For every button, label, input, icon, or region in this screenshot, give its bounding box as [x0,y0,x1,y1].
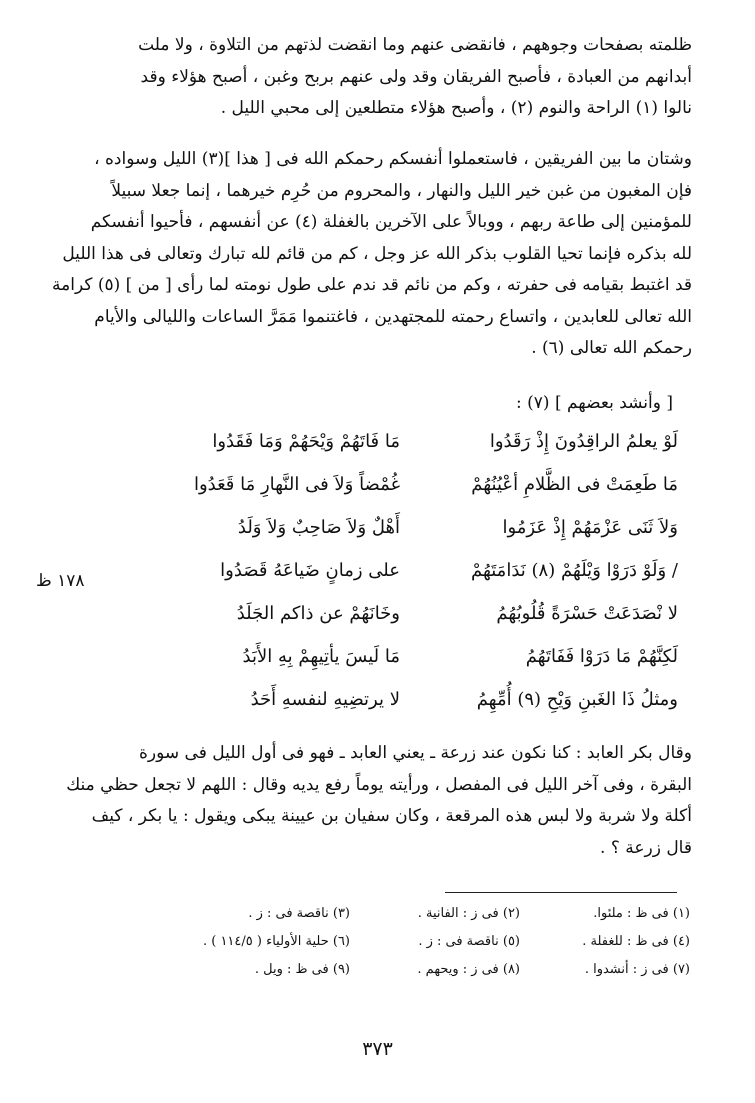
verse-second-hemistich: أَهْلٌ وَلاَ صَاحِبٌ وَلاَ وَلَدُ [237,517,400,538]
paragraph-3 [66,738,692,864]
text-line: أكلة ولا شربة ولا لبس هذه المرقعة ، وكان سفيان بن عيينة يبكى ويقول : يا بكر ، كيف [91,806,692,826]
text-line: وقال بكر العابد : كنا نكون عند زرعة ـ يعني العابد ـ فهو فى أول الليل فى سورة [139,743,692,763]
text-line: قال زرعة ؟ . [600,837,692,858]
text-line: لله بذكره فإنما تحيا القلوب بذكر الله عز وجل ، كم من قائم لله تبارك وتعالى فى هذا الليل [62,243,692,264]
poem [100,420,700,721]
footnote: (٧) فى ز : أنشدوا . [584,962,690,977]
text-line: ظلمته بصفحات وجوههم ، فانقضى عنهم وما انقضت لذتهم من التلاوة ، ولا ملت [138,35,692,55]
poem-verse [100,678,700,721]
verse-first-hemistich: / وَلَوْ دَرَوْا وَيْلَهُمْ (٨) نَدَامَتَهُمْ [470,560,678,581]
text-line: قد اغتبط بقيامه فى حفرته ، وكم من نائم قد ندم على طول نومته لما رأى [ من ] (٥) كرامة [52,275,692,295]
text-line: نالوا (١) الراحة والنوم (٢) ، وأصبح هؤلاء متطلعين إلى محبي الليل . [220,98,692,118]
footnote: (٨) فى ز : ويحهم . [417,962,520,977]
poem-verse [100,549,700,592]
footnote-divider [445,892,677,893]
verse-first-hemistich: ومثلُ ذَا الغَبنِ وَيْحِ (٩) أُمِّهِمُ [476,689,678,710]
text-line: وشتان ما بين الفريقين ، فاستعملوا أنفسكم رحمكم الله فى [ هذا ](٣) الليل وسواده ، [94,149,692,169]
footnote: (٥) ناقصة فى : ز . [418,934,520,949]
footnote: (١) فى ظ : ملئوا. [593,906,690,921]
poem-verse [100,420,700,463]
footnote: (٤) فى ظ : للغفلة . [582,934,690,949]
manuscript-folio-marker: ١٧٨ ظ [36,571,85,591]
verse-first-hemistich: لا نْصَدَعَتْ حَسْرَةً قُلُوبُهُمُ [496,603,678,624]
footnotes [130,900,690,984]
text-line: للمؤمنين إلى طاعة ربهم ، ووبالاً على الآخرين بالغفلة (٤) عن أنفسهم ، فأحيوا أنفسكم [90,212,692,232]
verse-second-hemistich: غُمْضاً وَلاَ فى النَّهارِ مَا قَعَدُوا [193,474,400,495]
verse-second-hemistich: لا يرتضِيهِ لنفسهِ أَحَدُ [250,689,400,710]
footnote-row [130,956,690,984]
footnote: (٩) فى ظ : ويل . [254,962,350,977]
poem-heading: [ وأنشد بعضهم ] (٧) : [516,393,673,413]
verse-first-hemistich: مَا طَعِمَتْ فى الظَّلامِ أعْيُنُهُمْ [471,474,678,495]
footnote: (٦) حلية الأولياء ( ١١٤/٥ ) . [202,934,350,949]
text-line: أبدانهم من العبادة ، فأصبح الفريقان وقد ولى عنهم بربح وغبن ، أصبح هؤلاء وقد [140,66,692,87]
footnote-row [130,900,690,928]
verse-second-hemistich: على زمانٍ ضَياعَهُ قَصَدُوا [220,560,400,581]
page-number: ٣٧٣ [362,1038,393,1060]
verse-second-hemistich: مَا لَيسَ يأتِيهِمْ بِهِ الأَبَدُ [242,646,400,667]
poem-verse [100,463,700,506]
paragraph-1 [76,30,692,125]
verse-first-hemistich: لَكِنَّهُمْ مَا دَرَوْا فَفَاتَهُمُ [525,646,678,667]
text-line: رحمكم الله تعالى (٦) . [531,338,692,358]
paragraph-2 [52,144,692,365]
text-line: فإن المغبون من غبن خير الليل والنهار ، والمحروم من حُرِم خيرهما ، إنما جعلا سبيلاً [111,180,692,201]
text-line: البقرة ، وفى آخر الليل فى المفصل ، ورأيته يوماً رفع يديه وقال : اللهم لا تجعل حظي منك [66,774,692,795]
poem-verse [100,506,700,549]
text-line: الله تعالى للعابدين ، واتساع رحمته للمجتهدين ، فاغتنموا مَمَرَّ الساعات والليالى والأيام [94,306,692,327]
footnote-row [130,928,690,956]
verse-first-hemistich: وَلاَ ثَنَى عَزْمَهُمْ إِذْ عَزَمُوا [502,517,678,538]
poem-verse [100,635,700,678]
verse-second-hemistich: مَا فَاتَهُمْ وَيْحَهُمْ وَمَا فَقَدُوا [212,431,400,452]
verse-first-hemistich: لَوْ يعلمُ الراقِدُونَ إِذْ رَقَدُوا [489,431,678,452]
verse-second-hemistich: وخَانَهُمْ عن ذاكم الجَلَدُ [236,603,400,624]
footnote: (٣) ناقصة فى : ز . [248,906,350,921]
poem-verse [100,592,700,635]
footnote: (٢) فى ز : الفانية . [417,906,520,921]
